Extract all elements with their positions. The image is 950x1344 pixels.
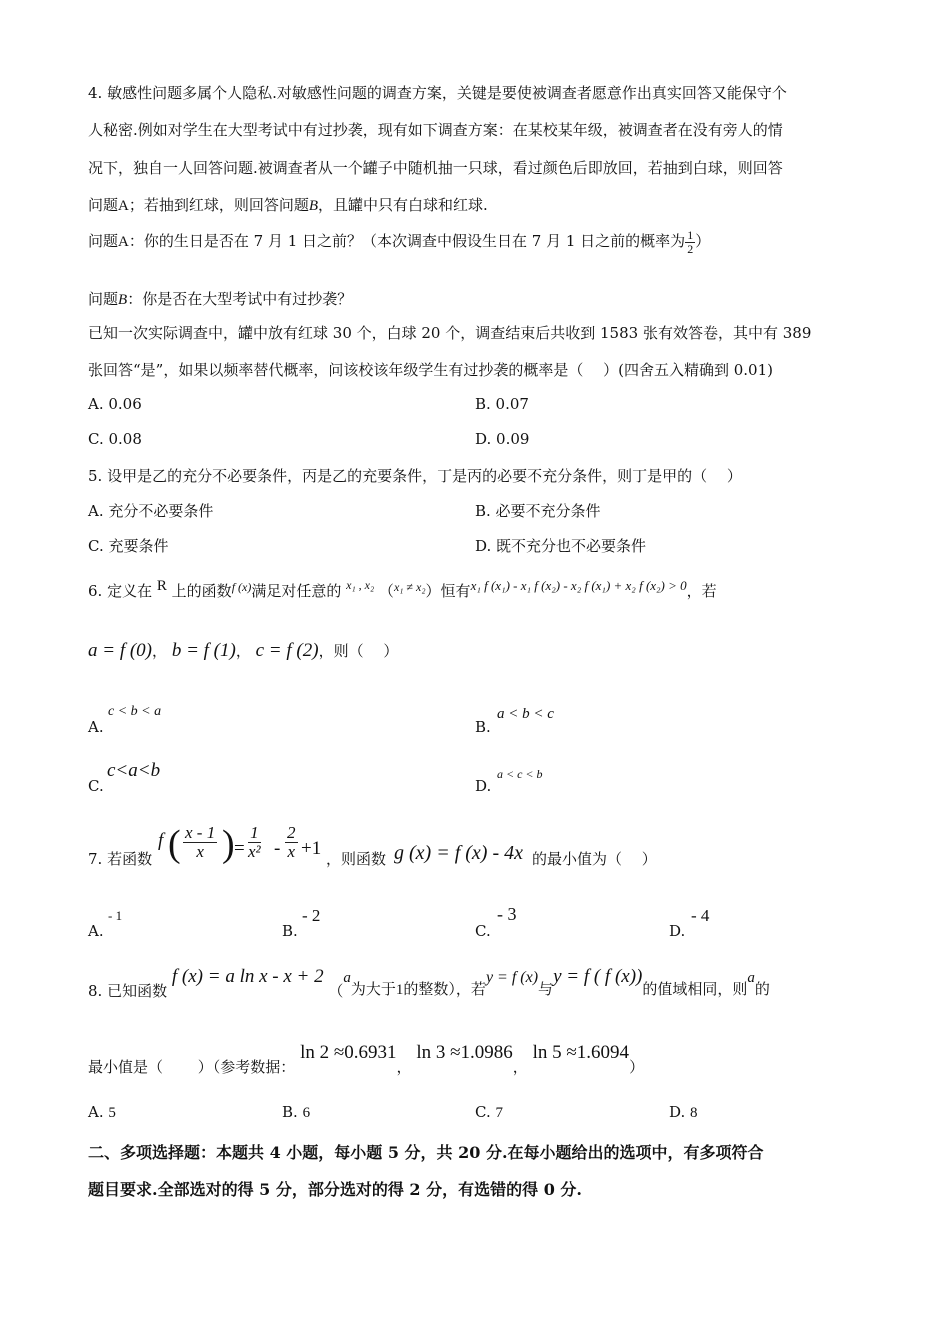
def-a: a = f (0) — [88, 640, 153, 661]
q7-option-d-label[interactable]: D. — [669, 922, 686, 940]
var-a: a — [747, 970, 755, 986]
var-a: a — [343, 970, 351, 986]
q4-question-a — [88, 229, 710, 255]
function-f-x: f (x) — [231, 580, 252, 594]
q6-text: 恒有 — [440, 582, 471, 600]
q8-option-c[interactable]: C. 7 — [475, 1103, 503, 1121]
q7-option-a[interactable]: - 1 — [108, 908, 123, 923]
q8-option-d[interactable]: D. 8 — [669, 1103, 698, 1121]
def-c: c = f (2) — [255, 640, 319, 661]
q8-option-a[interactable]: A. 5 — [88, 1103, 116, 1121]
comma: ， — [235, 642, 251, 660]
comma: ， — [396, 1058, 412, 1076]
q6-definitions — [88, 640, 398, 662]
function-y-f-f-x: y = f ( f (x)) — [553, 966, 643, 987]
q8-text: 8. 已知函数 — [88, 982, 168, 1000]
fraction-1-over-x2: $\frac{1}{\text{x²}}$ — [248, 823, 261, 861]
comma: ， — [512, 1058, 528, 1076]
q4-line-7: 已知一次实际调查中，罐中放有红球 30 个，白球 20 个，调查结束后共收到 1583 张有效答卷，其中有 389 — [88, 324, 812, 342]
q5-stem: 5. 设甲是乙的充分不必要条件，丙是乙的充要条件，丁是丙的必要不充分条件，则丁是甲的（ ） — [88, 467, 742, 485]
def-b: b = f (1) — [171, 640, 236, 661]
q7-option-d[interactable]: - 4 — [691, 906, 710, 925]
fraction-one-half: $\frac{1}{2}$ — [687, 228, 694, 256]
function-f-definition: f (x) = a ln x - x + 2 — [171, 966, 324, 987]
condition-x1-neq-x2: x₁ ≠ x₂ — [393, 580, 426, 594]
q5-option-a[interactable]: A. 充分不必要条件 — [88, 502, 214, 520]
function-g-definition: g (x) = f (x) - 4x — [394, 842, 523, 864]
minus-sign: - — [274, 838, 281, 859]
q8-text: 的整数），若 — [403, 980, 486, 998]
q4-option-c[interactable]: C. 0.08 — [88, 430, 142, 448]
q5-option-b[interactable]: B. 必要不充分条件 — [475, 502, 601, 520]
q7-option-c-label[interactable]: C. — [475, 922, 491, 940]
q7-option-b[interactable]: - 2 — [302, 906, 321, 925]
ln2-value: ln 2 ≈0.6931 — [300, 1042, 397, 1063]
q7-text: 的最小值为（ ） — [532, 850, 657, 868]
q7-option-a-label[interactable]: A. — [88, 922, 104, 940]
vars-x1-x2: x₁ , x₂ — [346, 578, 375, 592]
q6-option-a[interactable]: c < b < a — [108, 704, 162, 719]
q5-option-c[interactable]: C. 充要条件 — [88, 537, 169, 555]
var-B: B — [308, 198, 319, 214]
var-A: A — [118, 234, 129, 251]
q4-line-3: 况下，独自一人回答问题.被调查者从一个罐子中随机抽一只球，看过颜色后即放回，若抽到白球，则回答 — [88, 159, 783, 177]
fraction-x-minus-1-over-x: $\frac{x - 1}{x}$ — [185, 823, 216, 861]
q6-option-a-label[interactable]: A. — [88, 718, 104, 736]
q4-text: ：你的生日是否在 7 月 1 日之前？（本次调查中假设生日在 7 月 1 日之前的概率为 — [128, 232, 686, 251]
q8-text: 最小值是（ ）（参考数据： — [88, 1058, 296, 1076]
q6-option-b[interactable]: a < b < c — [497, 706, 554, 722]
q4-text: 问题 — [88, 232, 119, 251]
q6-stem — [88, 580, 717, 601]
q4-text: ；若抽到红球，则回答问题 — [128, 196, 309, 214]
q4-line-4 — [88, 194, 488, 215]
q8-text: 为大于 — [350, 980, 396, 998]
q6-option-c-label[interactable]: C. — [88, 777, 104, 795]
comma: ， — [152, 642, 168, 660]
section-2-heading-line-2: 题目要求.全部选对的得 5 分，部分选对的得 2 分，有选错的得 0 分. — [88, 1180, 582, 1199]
q4-option-d[interactable]: D. 0.09 — [475, 430, 530, 448]
q4-text: ：你是否在大型考试中有过抄袭？ — [127, 290, 353, 308]
q8-text: 的值域相同，则 — [642, 980, 748, 998]
q8-text: 与 — [538, 980, 554, 998]
q4-text: 问题 — [88, 290, 119, 308]
q6-text: 满足对任意的 — [251, 582, 342, 600]
q6-text: ，则（ ） — [318, 642, 399, 660]
var-A: A — [118, 198, 129, 214]
q8-option-b[interactable]: B. 6 — [282, 1103, 311, 1121]
plus-one: +1 — [301, 838, 322, 859]
q6-inequality: x₁ f (x₁) - x₁ f (x₂) - x₂ f (x₁) + x₂ f (x₂) > 0 — [470, 578, 687, 593]
q4-text: 问题 — [88, 196, 119, 214]
q8-text: （ — [328, 982, 344, 1000]
q8-line-2 — [88, 1042, 645, 1076]
q4-text: ，且罐中只有白球和红球. — [318, 196, 488, 214]
function-y-f-x: y = f (x) — [485, 969, 539, 986]
ln5-value: ln 5 ≈1.6094 — [532, 1042, 630, 1063]
section-2-heading-line-1: 二、多项选择题：本题共 4 小题，每小题 5 分，共 20 分.在每小题给出的选项中，有多项符合 — [88, 1143, 764, 1162]
q6-text: 6. 定义在 — [88, 582, 153, 600]
right-paren: ) — [222, 823, 235, 865]
q4-option-b[interactable]: B. 0.07 — [475, 395, 529, 413]
q6-option-d[interactable]: a < c < b — [497, 767, 543, 781]
q7-option-b-label[interactable]: B. — [282, 922, 298, 940]
q4-option-a[interactable]: A. 0.06 — [88, 395, 142, 413]
left-paren: ( — [168, 823, 181, 865]
q4-line-2: 人秘密.例如对学生在大型考试中有过抄袭，现有如下调查方案：在某校某年级，被调查者在没有旁人的情 — [88, 121, 783, 139]
q7-option-c[interactable]: - 3 — [497, 904, 517, 924]
q6-option-b-label[interactable]: B. — [475, 718, 491, 736]
q6-text: ，若 — [686, 582, 717, 600]
q5-option-d[interactable]: D. 既不充分也不必要条件 — [475, 537, 647, 555]
q8-stem — [88, 966, 770, 1000]
set-R: R — [156, 578, 167, 594]
q6-text: 上的函数 — [171, 582, 232, 600]
number-one: 1 — [395, 982, 404, 998]
ln3-value: ln 3 ≈1.0986 — [416, 1042, 513, 1063]
equals-sign: = — [234, 838, 245, 859]
q4-line-8: 张回答“是”，如果以频率替代概率，问该校该年级学生有过抄袭的概率是（ ）(四舍五入精确到 0.01) — [88, 361, 773, 379]
fraction-2-over-x: $\frac{2}{x}$ — [287, 823, 296, 861]
q6-option-d-label[interactable]: D. — [475, 777, 492, 795]
q6-text: （ — [378, 582, 394, 600]
q6-text: ） — [425, 582, 441, 600]
q4-question-b — [88, 288, 352, 309]
function-f: f — [158, 830, 164, 851]
var-B: B — [118, 292, 128, 308]
q4-line-1: 4. 敏感性问题多属个人隐私.对敏感性问题的调查方案，关键是要使被调查者愿意作出真实回答又能保守个 — [88, 84, 787, 102]
q6-option-c[interactable]: c<a<b — [107, 760, 161, 781]
q4-text: ） — [695, 232, 711, 251]
q7-text: 7. 若函数 — [88, 850, 153, 868]
q8-text: ） — [629, 1058, 645, 1076]
q8-text: 的 — [754, 980, 770, 998]
q7-text: ，则函数 — [326, 850, 387, 868]
